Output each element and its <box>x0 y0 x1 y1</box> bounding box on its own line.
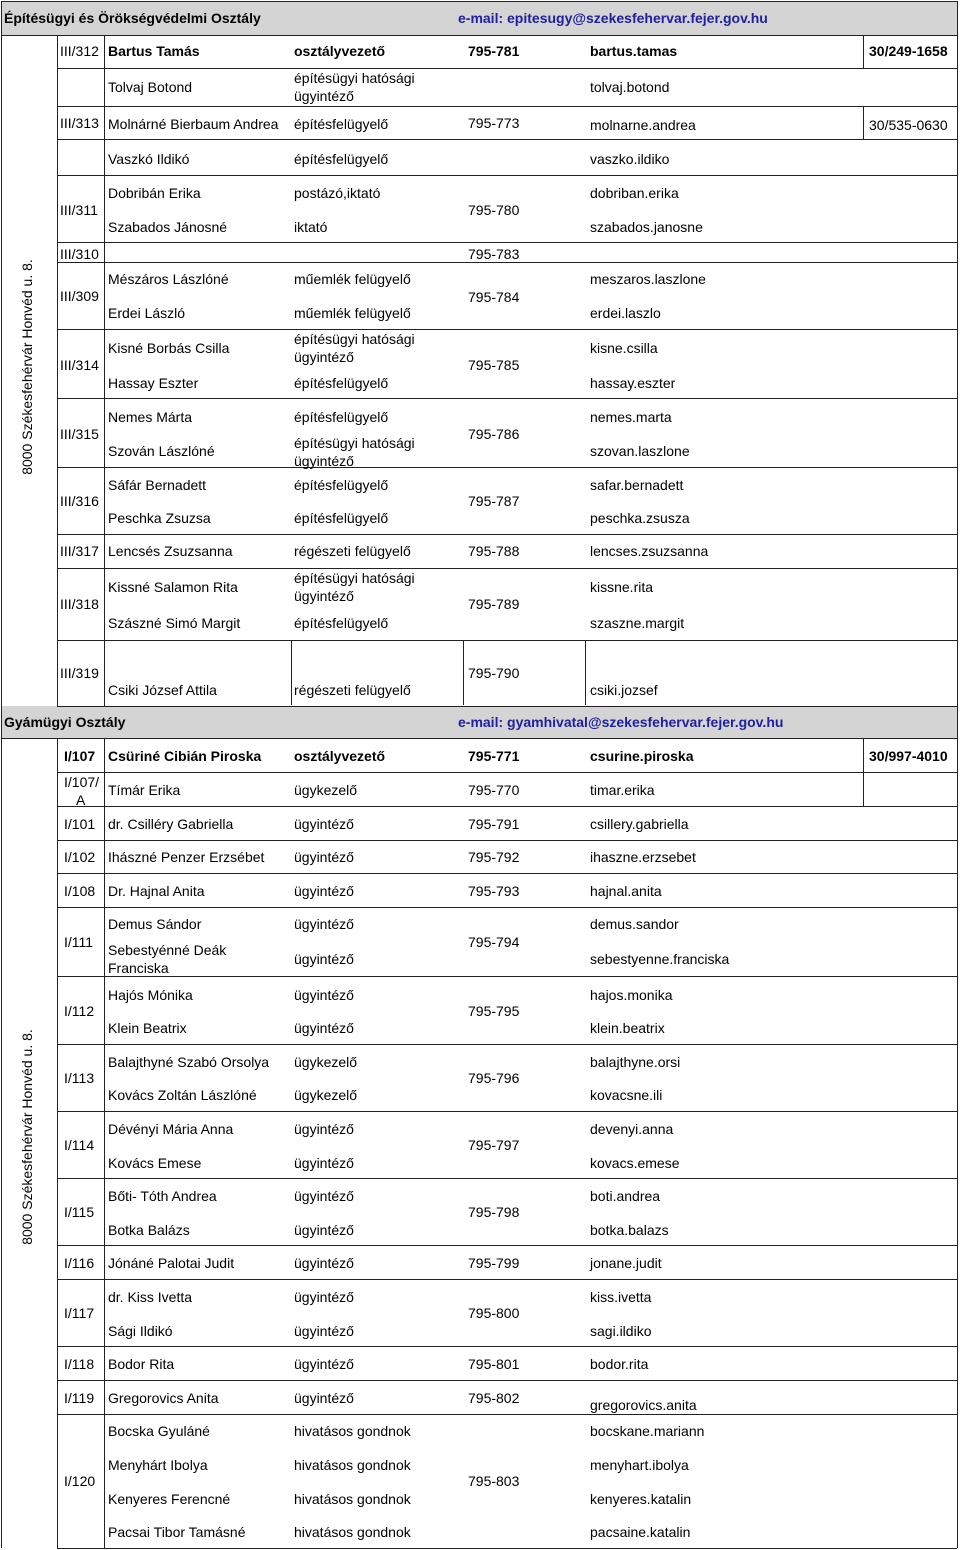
table-rule <box>57 534 957 535</box>
table-rule <box>57 1380 957 1381</box>
email-user: lencses.zsuzsanna <box>590 543 709 559</box>
table-rule <box>57 640 957 641</box>
job-title: hivatásos gondnok <box>294 1423 411 1439</box>
table-rule <box>57 1346 957 1347</box>
email-user: meszaros.laszlone <box>590 271 706 287</box>
table-rule <box>1 35 957 36</box>
email-user: nemes.marta <box>590 409 672 425</box>
room-code: III/313 <box>60 115 99 131</box>
employee-name: Ihászné Penzer Erzsébet <box>108 849 265 865</box>
email-user: hajnal.anita <box>590 883 662 899</box>
section-title: Gyámügyi Osztály <box>4 714 126 730</box>
section-title: Építésügyi és Örökségvédelmi Osztály <box>4 10 261 26</box>
employee-name: Lencsés Zsuzsanna <box>108 543 233 559</box>
phone-ext: 795-785 <box>468 357 520 373</box>
phone-ext: 795-780 <box>468 202 520 218</box>
employee-name: Pacsai Tibor Tamásné <box>108 1524 246 1540</box>
room-code: I/112 <box>64 1003 95 1019</box>
employee-name: Bodor Rita <box>108 1356 175 1372</box>
phone-ext: 795-787 <box>468 493 520 509</box>
phone-ext: 795-792 <box>468 849 520 865</box>
email-user: dobriban.erika <box>590 185 679 201</box>
room-code: III/309 <box>60 288 99 304</box>
room-code: I/107 <box>64 748 96 764</box>
table-rule <box>57 568 957 569</box>
job-title: osztályvezető <box>294 43 386 59</box>
phone-ext: 795-799 <box>468 1255 520 1271</box>
email-user: gregorovics.anita <box>590 1397 697 1413</box>
email-user: hassay.eszter <box>590 375 676 391</box>
phone-ext: 795-798 <box>468 1204 520 1220</box>
phone-ext: 795-770 <box>468 782 520 798</box>
employee-name: Hajós Mónika <box>108 987 193 1003</box>
email-user: tolvaj.botond <box>590 79 670 95</box>
job-title: ügyintéző <box>294 1390 354 1406</box>
email-user: csillery.gabriella <box>590 816 689 832</box>
room-code: III/319 <box>60 665 99 681</box>
job-title: építésfelügyelő <box>294 409 389 425</box>
phone-ext: 795-789 <box>468 596 520 612</box>
table-rule <box>57 1044 957 1045</box>
employee-name: Kenyeres Ferencné <box>108 1491 231 1507</box>
job-title: ügyintéző <box>294 588 354 604</box>
email-user: timar.erika <box>590 782 655 798</box>
phone-ext: 795-801 <box>468 1356 520 1372</box>
table-rule <box>57 35 58 706</box>
job-title: építésügyi hatósági <box>294 435 415 451</box>
room-code: III/317 <box>60 543 99 559</box>
employee-name: Kovács Zoltán Lászlóné <box>108 1087 257 1103</box>
email-user: pacsaine.katalin <box>590 1524 691 1540</box>
room-code: III/312 <box>60 43 99 59</box>
email-user: klein.beatrix <box>590 1020 665 1036</box>
email-user: molnarne.andrea <box>590 117 696 133</box>
email-user: bartus.tamas <box>590 43 678 59</box>
phone-ext: 795-773 <box>468 115 520 131</box>
job-title: ügyintéző <box>294 849 354 865</box>
email-user: ihaszne.erzsebet <box>590 849 696 865</box>
employee-name: Sebestyénné Deák <box>108 942 227 958</box>
table-rule <box>57 706 957 707</box>
email-user: hajos.monika <box>590 987 673 1003</box>
email-user: bodor.rita <box>590 1356 649 1372</box>
job-title: régészeti felügyelő <box>294 543 411 559</box>
room-code: III/316 <box>60 493 99 509</box>
email-user: szovan.laszlone <box>590 443 690 459</box>
job-title: ügyintéző <box>294 349 354 365</box>
job-title: ügyintéző <box>294 987 354 1003</box>
job-title: építésügyi hatósági <box>294 70 415 86</box>
room-code: I/107/ <box>64 774 100 790</box>
table-rule <box>57 175 957 176</box>
table-rule <box>57 467 957 468</box>
table-rule <box>57 1178 957 1179</box>
section-email: e-mail: epitesugy@szekesfehervar.fejer.gov.hu <box>458 10 768 26</box>
job-title: ügykezelő <box>294 1087 358 1103</box>
table-rule <box>57 1279 957 1280</box>
table-rule <box>863 772 864 806</box>
job-title: iktató <box>294 219 328 235</box>
employee-name: Bocska Gyuláné <box>108 1423 210 1439</box>
room-code: I/101 <box>64 816 96 832</box>
employee-name: Bartus Tamás <box>108 43 200 59</box>
room-code: I/120 <box>64 1473 96 1489</box>
address-side-label: 8000 Székesfehérvár Honvéd u. 8. <box>19 259 35 475</box>
job-title: ügyintéző <box>294 1121 354 1137</box>
job-title: ügyintéző <box>294 453 354 469</box>
phone-ext: 795-802 <box>468 1390 520 1406</box>
address-side-label: 8000 Székesfehérvár Honvéd u. 8. <box>19 1029 35 1245</box>
email-user: demus.sandor <box>590 916 679 932</box>
table-rule <box>1 1 957 2</box>
job-title: régészeti felügyelő <box>294 682 411 698</box>
employee-name: Demus Sándor <box>108 916 202 932</box>
mobile-number: 30/249-1658 <box>869 43 948 59</box>
room-code: I/113 <box>64 1070 95 1086</box>
employee-name: Klein Beatrix <box>108 1020 187 1036</box>
email-user: kissne.rita <box>590 579 654 595</box>
employee-name: Jónáné Palotai Judit <box>108 1255 235 1271</box>
table-rule <box>104 738 105 1548</box>
job-title: ügyintéző <box>294 916 354 932</box>
table-rule <box>291 641 292 705</box>
employee-name: Kisné Borbás Csilla <box>108 340 230 356</box>
job-title: építésfelügyelő <box>294 510 389 526</box>
employee-name: Dévényi Mária Anna <box>108 1121 234 1137</box>
room-code: I/114 <box>64 1137 95 1153</box>
room-code: III/311 <box>60 202 98 218</box>
employee-name: Sáfár Bernadett <box>108 477 207 493</box>
phone-ext: 795-788 <box>468 543 520 559</box>
job-title: építésfelügyelő <box>294 375 389 391</box>
phone-ext: 795-783 <box>468 246 520 262</box>
email-user: bocskane.mariann <box>590 1423 705 1439</box>
email-user: kisne.csilla <box>590 340 658 356</box>
room-code: III/310 <box>60 246 99 262</box>
employee-name: Mészáros Lászlóné <box>108 271 229 287</box>
job-title: postázó,iktató <box>294 185 381 201</box>
email-user: devenyi.anna <box>590 1121 674 1137</box>
table-rule <box>1 1 2 1548</box>
table-rule <box>57 738 58 1548</box>
table-rule <box>57 907 957 908</box>
employee-name: Peschka Zsuzsa <box>108 510 211 526</box>
employee-name: Botka Balázs <box>108 1222 190 1238</box>
table-rule <box>863 106 864 139</box>
table-rule <box>585 641 586 705</box>
email-user: balajthyne.orsi <box>590 1054 681 1070</box>
job-title: műemlék felügyelő <box>294 305 411 321</box>
email-user: szabados.janosne <box>590 219 703 235</box>
email-user: kovacs.emese <box>590 1155 680 1171</box>
email-user: kiss.ivetta <box>590 1289 652 1305</box>
table-rule <box>57 398 957 399</box>
table-rule <box>863 738 864 772</box>
table-rule <box>57 772 957 773</box>
employee-name: Hassay Eszter <box>108 375 199 391</box>
employee-name: Molnárné Bierbaum Andrea <box>108 116 279 132</box>
email-user: sagi.ildiko <box>590 1323 652 1339</box>
room-code: I/111 <box>64 934 94 950</box>
employee-name: Kissné Salamon Rita <box>108 579 238 595</box>
room-code: I/117 <box>64 1305 95 1321</box>
email-user: csurine.piroska <box>590 748 694 764</box>
email-user: kenyeres.katalin <box>590 1491 692 1507</box>
table-rule <box>463 641 464 705</box>
job-title: építésfelügyelő <box>294 151 389 167</box>
job-title: hivatásos gondnok <box>294 1457 411 1473</box>
email-user: vaszko.ildiko <box>590 151 670 167</box>
phone-ext: 795-800 <box>468 1305 520 1321</box>
job-title: osztályvezető <box>294 748 386 764</box>
employee-name: Dobribán Erika <box>108 185 201 201</box>
employee-name: Dr. Hajnal Anita <box>108 883 205 899</box>
employee-name: Sági Ildikó <box>108 1323 173 1339</box>
table-rule <box>863 35 864 68</box>
email-user: safar.bernadett <box>590 477 684 493</box>
phone-ext: 795-796 <box>468 1070 520 1086</box>
employee-name: Tímár Erika <box>108 782 181 798</box>
email-user: csiki.jozsef <box>590 682 658 698</box>
employee-name: Gregorovics Anita <box>108 1390 219 1406</box>
job-title: ügyintéző <box>294 1289 354 1305</box>
room-code: I/119 <box>64 1390 95 1406</box>
employee-name: Csiki József Attila <box>108 682 217 698</box>
table-rule <box>104 35 105 706</box>
room-code: I/116 <box>64 1255 95 1271</box>
phone-ext: 795-795 <box>468 1003 520 1019</box>
phone-ext: 795-794 <box>468 934 520 950</box>
email-user: kovacsne.ili <box>590 1087 663 1103</box>
email-user: botka.balazs <box>590 1222 669 1238</box>
employee-name: Balajthyné Szabó Orsolya <box>108 1054 270 1070</box>
phone-ext: 795-797 <box>468 1137 520 1153</box>
job-title: hivatásos gondnok <box>294 1524 411 1540</box>
room-code: I/118 <box>64 1356 95 1372</box>
job-title: építésügyi hatósági <box>294 570 415 586</box>
email-user: menyhart.ibolya <box>590 1457 689 1473</box>
room-code: A <box>76 792 86 808</box>
email-user: boti.andrea <box>590 1188 661 1204</box>
phone-ext: 795-784 <box>468 289 520 305</box>
employee-name: Szován Lászlóné <box>108 443 215 459</box>
job-title: ügyintéző <box>294 1323 354 1339</box>
job-title: ügyintéző <box>294 88 354 104</box>
employee-name: Menyhárt Ibolya <box>108 1457 208 1473</box>
phone-ext: 795-791 <box>468 816 520 832</box>
table-rule <box>57 1111 957 1112</box>
phone-ext: 795-793 <box>468 883 520 899</box>
employee-name: Bőti- Tóth Andrea <box>108 1188 217 1204</box>
table-rule <box>57 106 957 107</box>
job-title: ügyintéző <box>294 1188 354 1204</box>
email-user: sebestyenne.franciska <box>590 951 730 967</box>
job-title: építésfelügyelő <box>294 615 389 631</box>
table-rule <box>57 806 957 807</box>
table-rule <box>57 242 957 243</box>
room-code: I/102 <box>64 849 96 865</box>
room-code: III/314 <box>60 357 99 373</box>
email-user: peschka.zsusza <box>590 510 690 526</box>
phone-ext: 795-803 <box>468 1473 520 1489</box>
employee-name: Vaszkó Ildikó <box>108 151 190 167</box>
room-code: III/315 <box>60 426 99 442</box>
section-email: e-mail: gyamhivatal@szekesfehervar.fejer.gov.hu <box>458 714 784 730</box>
room-code: I/108 <box>64 883 96 899</box>
table-rule <box>1 738 957 739</box>
employee-name: dr. Kiss Ivetta <box>108 1289 193 1305</box>
table-rule <box>57 329 957 330</box>
employee-name: Franciska <box>108 960 169 976</box>
table-rule <box>957 1 958 1548</box>
table-rule <box>57 840 957 841</box>
job-title: építésfelügyelő <box>294 477 389 493</box>
job-title: ügykezelő <box>294 1054 358 1070</box>
job-title: műemlék felügyelő <box>294 271 411 287</box>
email-user: jonane.judit <box>590 1255 662 1271</box>
employee-name: Erdei László <box>108 305 186 321</box>
room-code: I/115 <box>64 1204 95 1220</box>
job-title: ügyintéző <box>294 1155 354 1171</box>
job-title: ügyintéző <box>294 1222 354 1238</box>
phone-ext: 795-781 <box>468 43 520 59</box>
job-title: ügykezelő <box>294 782 358 798</box>
employee-name: Csüriné Cibián Piroska <box>108 748 262 764</box>
job-title: ügyintéző <box>294 1255 354 1271</box>
employee-name: Szászné Simó Margit <box>108 615 241 631</box>
phone-ext: 795-790 <box>468 665 520 681</box>
table-rule <box>57 976 957 977</box>
job-title: ügyintéző <box>294 1356 354 1372</box>
table-rule <box>57 1548 957 1549</box>
phone-ext: 795-771 <box>468 748 520 764</box>
job-title: ügyintéző <box>294 816 354 832</box>
table-rule <box>57 1245 957 1246</box>
phone-ext: 795-786 <box>468 426 520 442</box>
job-title: ügyintéző <box>294 883 354 899</box>
room-code: III/318 <box>60 596 99 612</box>
job-title: ügyintéző <box>294 1020 354 1036</box>
employee-name: Kovács Emese <box>108 1155 202 1171</box>
mobile-number: 30/997-4010 <box>869 748 948 764</box>
employee-name: Szabados Jánosné <box>108 219 228 235</box>
employee-name: dr. Csilléry Gabriella <box>108 816 234 832</box>
employee-name: Tolvaj Botond <box>108 79 193 95</box>
employee-name: Nemes Márta <box>108 409 193 425</box>
email-user: erdei.laszlo <box>590 305 661 321</box>
table-rule <box>57 873 957 874</box>
job-title: hivatásos gondnok <box>294 1491 411 1507</box>
job-title: építésügyi hatósági <box>294 331 415 347</box>
table-rule <box>57 139 957 140</box>
email-user: szaszne.margit <box>590 615 685 631</box>
mobile-number: 30/535-0630 <box>869 117 948 133</box>
job-title: ügyintéző <box>294 951 354 967</box>
job-title: építésfelügyelő <box>294 116 389 132</box>
table-rule <box>57 68 957 69</box>
table-rule <box>57 1414 957 1415</box>
